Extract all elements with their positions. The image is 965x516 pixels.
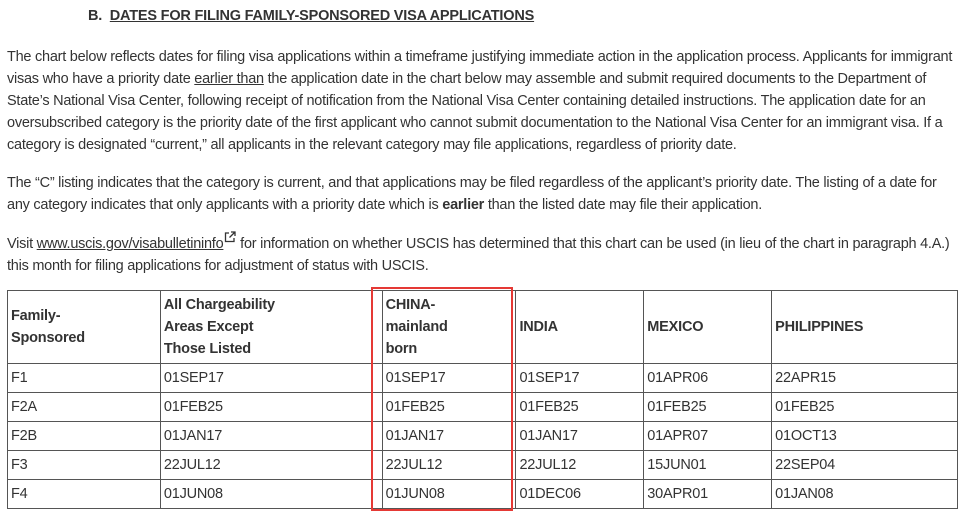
category-cell: F2A — [8, 393, 161, 422]
header-family-sponsored: Family- Sponsored — [8, 291, 161, 364]
date-cell: 22JUL12 — [160, 451, 382, 480]
category-cell: F2B — [8, 422, 161, 451]
para1-text-start: The chart below reflects dates for filing visa applications within a timeframe justifying immediate action in the application process. Applicants for immigrant visas who have a priority date — [7, 49, 953, 87]
section-heading — [88, 8, 534, 24]
uscis-visa-bulletin-link[interactable]: www.uscis.gov/visabulletininfo — [36, 236, 224, 252]
date-cell: 01FEB25 — [516, 393, 644, 422]
date-cell: 01DEC06 — [516, 480, 644, 509]
date-cell: 01SEP17 — [382, 364, 516, 393]
date-cell: 01APR06 — [644, 364, 772, 393]
para1-text-end: the application date in the chart below may assemble and submit required documents to the Department of State’s National Visa Center, following receipt of notification from the National Visa Center containing detailed instructions. The application date for an oversubscribed category is the priority date of the first applicant who cannot submit documentation to the National Visa Center for an immigrant visa. If a category is designated “current,” all applicants in the relevant category may file applications, regardless of priority date. — [7, 71, 943, 153]
table-row — [8, 451, 958, 480]
section-prefix: B. — [88, 8, 103, 24]
date-cell: 01JAN17 — [382, 422, 516, 451]
date-cell: 22JUL12 — [516, 451, 644, 480]
external-link-icon — [224, 231, 236, 243]
category-cell: F3 — [8, 451, 161, 480]
para2-text-start: The “C” listing indicates that the category is current, and that applications may be filed regardless of the applicant’s priority date. The listing of a date for any category indicates that only applicants with a priority date which is — [7, 175, 937, 213]
date-cell: 01FEB25 — [644, 393, 772, 422]
category-cell: F4 — [8, 480, 161, 509]
header-china-mainland: CHINA- mainland born — [382, 291, 516, 364]
para1-emphasis: earlier than — [194, 71, 264, 87]
table-row — [8, 480, 958, 509]
para2-text-end: than the listed date may file their application. — [484, 197, 762, 213]
header-india: INDIA — [516, 291, 644, 364]
category-cell: F1 — [8, 364, 161, 393]
table-header-row — [8, 291, 958, 364]
date-cell: 01JUN08 — [160, 480, 382, 509]
date-cell: 01FEB25 — [382, 393, 516, 422]
date-cell: 22APR15 — [772, 364, 958, 393]
table-row — [8, 422, 958, 451]
para2-emphasis: earlier — [442, 197, 485, 213]
header-philippines: PHILIPPINES — [772, 291, 958, 364]
paragraph-filing-chart-intro — [7, 46, 957, 156]
date-cell: 01JAN17 — [160, 422, 382, 451]
date-cell: 01SEP17 — [160, 364, 382, 393]
date-cell: 01JAN08 — [772, 480, 958, 509]
header-mexico: MEXICO — [644, 291, 772, 364]
date-cell: 01JUN08 — [382, 480, 516, 509]
para3-text-start: Visit — [7, 236, 37, 252]
date-cell: 01APR07 — [644, 422, 772, 451]
section-title: DATES FOR FILING FAMILY-SPONSORED VISA APPLICATIONS — [109, 8, 535, 24]
para3-text-end: for information on whether USCIS has determined that this chart can be used (in lieu of the chart in paragraph 4.A.) this month for filing applications for adjustment of status with USCIS. — [7, 236, 950, 274]
table-row — [8, 364, 958, 393]
header-all-chargeability: All Chargeability Areas Except Those Listed — [160, 291, 382, 364]
table-row — [8, 393, 958, 422]
date-cell: 22SEP04 — [772, 451, 958, 480]
date-cell: 01FEB25 — [160, 393, 382, 422]
date-cell: 01SEP17 — [516, 364, 644, 393]
date-cell: 30APR01 — [644, 480, 772, 509]
family-sponsored-dates-table — [7, 290, 958, 509]
date-cell: 15JUN01 — [644, 451, 772, 480]
date-cell: 01OCT13 — [772, 422, 958, 451]
date-cell: 22JUL12 — [382, 451, 516, 480]
paragraph-uscis-visit — [7, 231, 957, 277]
date-cell: 01FEB25 — [772, 393, 958, 422]
date-cell: 01JAN17 — [516, 422, 644, 451]
paragraph-current-listing — [7, 172, 957, 216]
